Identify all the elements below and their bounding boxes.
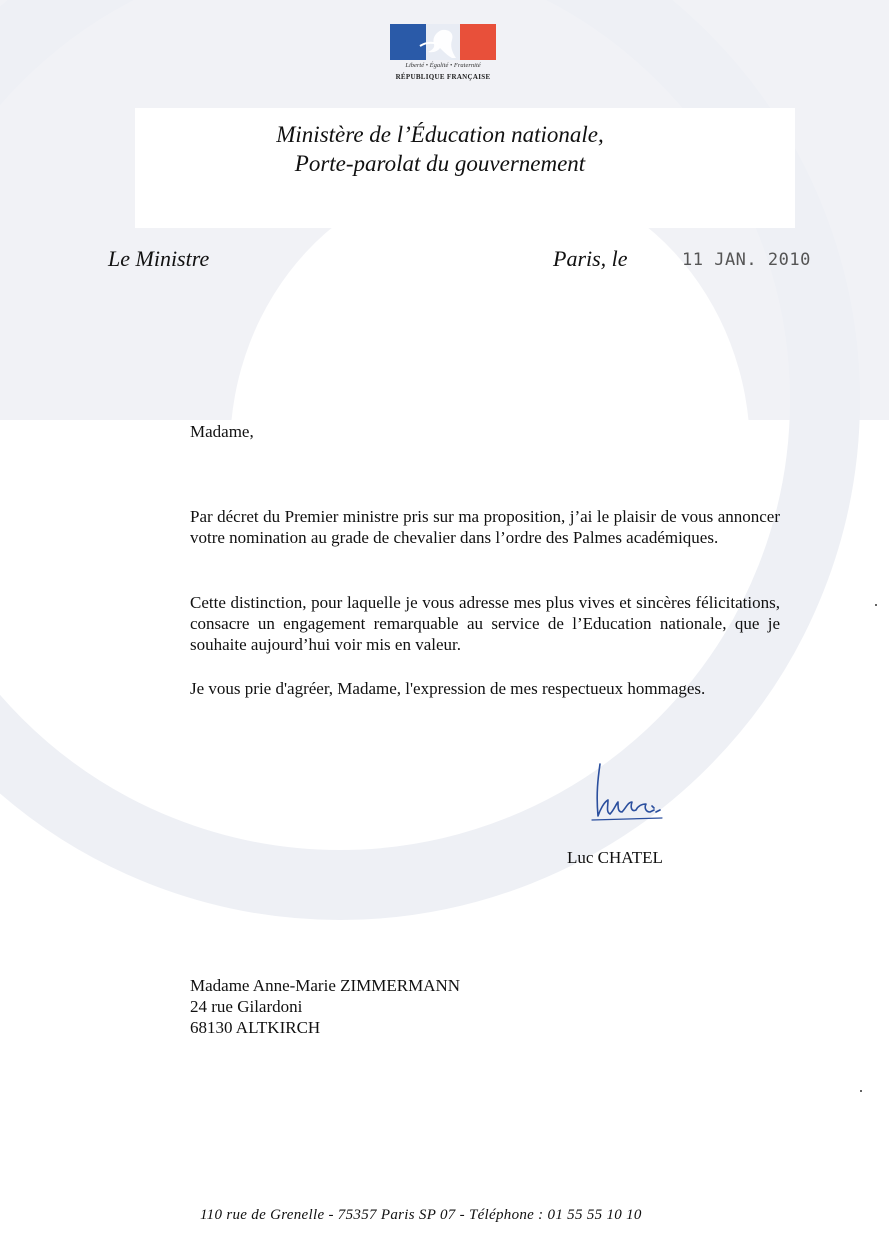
paragraph-2: Cette distinction, pour laquelle je vous adresse mes plus vives et sincères félicitations, consacre un engagement remarquable au service de l’Education nationale, que je souhaite aujourd’hui voir mis en valeur. [190,593,780,654]
signatory-name: Luc CHATEL [567,848,663,867]
recipient-line-3: 68130 ALTKIRCH [190,1018,321,1037]
recipient-line-1: Madame Anne-Marie ZIMMERMANN [190,976,461,995]
place-label: Paris, le [553,246,628,271]
scan-speck [860,1090,862,1092]
sender-title: Le Ministre [108,246,210,271]
recipient-line-2: 24 rue Gilardoni [190,997,303,1016]
paragraph-3: Je vous prie d'agréer, Madame, l'expression de mes respectueux hommages. [190,679,706,698]
handwritten-signature [588,760,668,822]
scan-speck [875,604,877,606]
salutation: Madame, [190,422,254,441]
republic-logo [390,24,496,90]
ministry-line-1: Ministère de l’Éducation nationale, [276,122,604,147]
paragraph-1: Par décret du Premier ministre pris sur ma proposition, j’ai le plaisir de vous annoncer votre nomination au grade de chevalier dans l’ordre des Palmes académiques. [190,507,780,547]
marianne-icon [412,26,472,60]
ministry-heading [230,120,650,178]
ministry-line-2: Porte-parolat du gouvernement [294,151,586,176]
date-stamp: 11 JAN. 2010 [682,250,811,270]
republic-motto: Liberté • Égalité • Fraternité [405,62,481,69]
recipient-address [190,975,460,1038]
footer-address: 110 rue de Grenelle - 75357 Paris SP 07 - Téléphone : 01 55 55 10 10 [200,1207,642,1223]
republic-name: RÉPUBLIQUE FRANÇAISE [395,73,491,81]
